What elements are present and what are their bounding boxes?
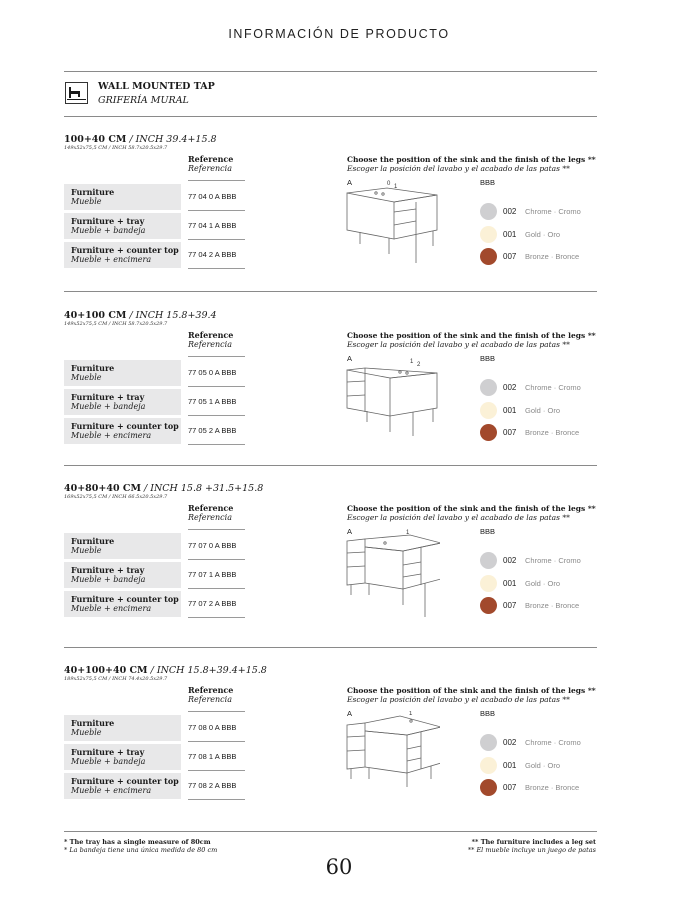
divider bbox=[188, 444, 245, 445]
reference-code: 77 08 1 A BBB bbox=[188, 752, 237, 761]
finish-code: 007 bbox=[503, 783, 517, 792]
divider bbox=[188, 617, 245, 618]
sink-position-label: 0 bbox=[387, 181, 391, 187]
divider bbox=[64, 465, 597, 466]
divider bbox=[64, 831, 597, 832]
table-row: Furniture + counter top Mueble + encimera bbox=[64, 418, 181, 444]
reference-code: 77 08 0 A BBB bbox=[188, 723, 237, 732]
finish-code: 007 bbox=[503, 252, 517, 261]
sink-position-label: 1 bbox=[409, 711, 413, 717]
finish-name: Bronze · Bronce bbox=[525, 428, 580, 437]
divider bbox=[188, 588, 245, 589]
reference-code: 77 04 1 A BBB bbox=[188, 221, 237, 230]
product-section bbox=[0, 134, 678, 304]
section-dimensions: 149x52x75,5 CM / INCH 58.7x20.5x29.7 bbox=[64, 321, 168, 327]
table-row: Furniture Mueble bbox=[64, 715, 181, 741]
sink-position-label: 2 bbox=[417, 362, 421, 368]
divider bbox=[64, 71, 597, 72]
sink-position-label: 1 bbox=[394, 184, 398, 190]
swatch-gold bbox=[480, 757, 497, 774]
finish-name: Chrome · Cromo bbox=[525, 207, 581, 216]
finish-code: 007 bbox=[503, 428, 517, 437]
finish-name: Gold · Oro bbox=[525, 761, 561, 770]
sink-position-label: 1 bbox=[410, 359, 414, 365]
swatch-bronze bbox=[480, 779, 497, 796]
swatch-bronze bbox=[480, 248, 497, 265]
finish-name: Bronze · Bronce bbox=[525, 252, 580, 261]
finish-code: 002 bbox=[503, 383, 517, 392]
divider bbox=[188, 180, 245, 181]
reference-header: Reference Referencia bbox=[188, 503, 234, 522]
product-section bbox=[0, 310, 678, 480]
position-label: A bbox=[347, 709, 353, 718]
page-number: 60 bbox=[325, 855, 353, 879]
finish-name: Bronze · Bronce bbox=[525, 783, 580, 792]
section-title: 100+40 CM / INCH 39.4+15.8 bbox=[64, 134, 217, 145]
footnote-legs: ** The furniture includes a leg set ** El mueble incluye un juego de patas bbox=[467, 838, 596, 854]
section-dimensions: 149x52x75,5 CM / INCH 58.7x20.5x29.7 bbox=[64, 145, 168, 151]
table-row: Furniture + counter top Mueble + encimera bbox=[64, 591, 181, 617]
table-row: Furniture + tray Mueble + bandeja bbox=[64, 389, 181, 415]
divider bbox=[188, 711, 245, 712]
finish-code: 002 bbox=[503, 738, 517, 747]
choose-instructions: Choose the position of the sink and the finish of the legs ** Escoger la posición del lavabo y el acabado de las patas ** bbox=[347, 504, 596, 522]
furniture-diagram bbox=[345, 356, 440, 446]
page-title: INFORMACIÓN DE PRODUCTO bbox=[228, 27, 450, 41]
section-dimensions: 189x52x75,5 CM / INCH 74.4x20.5x29.7 bbox=[64, 676, 168, 682]
footnote-tray: * The tray has a single measure of 80cm * La bandeja tiene una única medida de 80 cm bbox=[64, 838, 218, 854]
swatch-chrome bbox=[480, 203, 497, 220]
divider bbox=[64, 291, 597, 292]
finish-label: BBB bbox=[480, 709, 496, 718]
reference-code: 77 05 0 A BBB bbox=[188, 368, 237, 377]
position-label: A bbox=[347, 354, 353, 363]
divider bbox=[188, 559, 245, 560]
reference-code: 77 04 0 A BBB bbox=[188, 192, 237, 201]
furniture-diagram bbox=[345, 529, 440, 619]
finish-name: Bronze · Bronce bbox=[525, 601, 580, 610]
finish-name: Gold · Oro bbox=[525, 230, 561, 239]
reference-code: 77 04 2 A BBB bbox=[188, 250, 237, 259]
finish-name: Chrome · Cromo bbox=[525, 383, 581, 392]
table-row: Furniture + tray Mueble + bandeja bbox=[64, 744, 181, 770]
finish-label: BBB bbox=[480, 354, 496, 363]
section-title: 40+80+40 CM / INCH 15.8 +31.5+15.8 bbox=[64, 483, 264, 494]
finish-name: Gold · Oro bbox=[525, 406, 561, 415]
finish-code: 001 bbox=[503, 230, 517, 239]
product-section bbox=[0, 483, 678, 653]
divider bbox=[188, 386, 245, 387]
section-title: 40+100 CM / INCH 15.8+39.4 bbox=[64, 310, 217, 321]
finish-code: 007 bbox=[503, 601, 517, 610]
swatch-chrome bbox=[480, 552, 497, 569]
choose-instructions: Choose the position of the sink and the finish of the legs ** Escoger la posición del lavabo y el acabado de las patas ** bbox=[347, 686, 596, 704]
swatch-bronze bbox=[480, 597, 497, 614]
divider bbox=[188, 268, 245, 269]
swatch-bronze bbox=[480, 424, 497, 441]
table-row: Furniture Mueble bbox=[64, 184, 181, 210]
section-title: 40+100+40 CM / INCH 15.8+39.4+15.8 bbox=[64, 665, 267, 676]
swatch-gold bbox=[480, 575, 497, 592]
furniture-diagram bbox=[345, 711, 440, 801]
furniture-diagram bbox=[345, 180, 440, 270]
finish-code: 002 bbox=[503, 207, 517, 216]
table-row: Furniture Mueble bbox=[64, 360, 181, 386]
reference-code: 77 07 1 A BBB bbox=[188, 570, 237, 579]
product-subtitle: GRIFERÍA MURAL bbox=[98, 95, 189, 106]
finish-name: Chrome · Cromo bbox=[525, 556, 581, 565]
choose-instructions: Choose the position of the sink and the finish of the legs ** Escoger la posición del lavabo y el acabado de las patas ** bbox=[347, 155, 596, 173]
divider bbox=[188, 239, 245, 240]
finish-code: 002 bbox=[503, 556, 517, 565]
table-row: Furniture + counter top Mueble + encimera bbox=[64, 773, 181, 799]
product-title: WALL MOUNTED TAP bbox=[98, 81, 215, 92]
finish-code: 001 bbox=[503, 761, 517, 770]
section-dimensions: 169x52x75,5 CM / INCH 66.5x20.5x29.7 bbox=[64, 494, 168, 500]
reference-code: 77 08 2 A BBB bbox=[188, 781, 237, 790]
choose-instructions: Choose the position of the sink and the finish of the legs ** Escoger la posición del lavabo y el acabado de las patas ** bbox=[347, 331, 596, 349]
swatch-gold bbox=[480, 226, 497, 243]
reference-code: 77 07 2 A BBB bbox=[188, 599, 237, 608]
finish-label: BBB bbox=[480, 527, 496, 536]
position-label: A bbox=[347, 178, 353, 187]
reference-header: Reference Referencia bbox=[188, 685, 234, 704]
table-row: Furniture Mueble bbox=[64, 533, 181, 559]
swatch-chrome bbox=[480, 734, 497, 751]
table-row: Furniture + tray Mueble + bandeja bbox=[64, 213, 181, 239]
swatch-chrome bbox=[480, 379, 497, 396]
reference-code: 77 05 1 A BBB bbox=[188, 397, 237, 406]
reference-code: 77 07 0 A BBB bbox=[188, 541, 237, 550]
divider bbox=[64, 647, 597, 648]
reference-header: Reference Referencia bbox=[188, 154, 234, 173]
finish-name: Chrome · Cromo bbox=[525, 738, 581, 747]
divider bbox=[188, 356, 245, 357]
position-label: A bbox=[347, 527, 353, 536]
sink-position-label: 1 bbox=[406, 530, 410, 536]
divider bbox=[188, 529, 245, 530]
divider bbox=[188, 799, 245, 800]
reference-header: Reference Referencia bbox=[188, 330, 234, 349]
wall-tap-icon bbox=[65, 82, 88, 104]
table-row: Furniture + counter top Mueble + encimera bbox=[64, 242, 181, 268]
reference-code: 77 05 2 A BBB bbox=[188, 426, 237, 435]
divider bbox=[64, 116, 597, 117]
finish-code: 001 bbox=[503, 579, 517, 588]
divider bbox=[188, 741, 245, 742]
table-row: Furniture + tray Mueble + bandeja bbox=[64, 562, 181, 588]
divider bbox=[188, 770, 245, 771]
divider bbox=[188, 210, 245, 211]
finish-code: 001 bbox=[503, 406, 517, 415]
finish-name: Gold · Oro bbox=[525, 579, 561, 588]
divider bbox=[188, 415, 245, 416]
product-section bbox=[0, 665, 678, 835]
finish-label: BBB bbox=[480, 178, 496, 187]
swatch-gold bbox=[480, 402, 497, 419]
